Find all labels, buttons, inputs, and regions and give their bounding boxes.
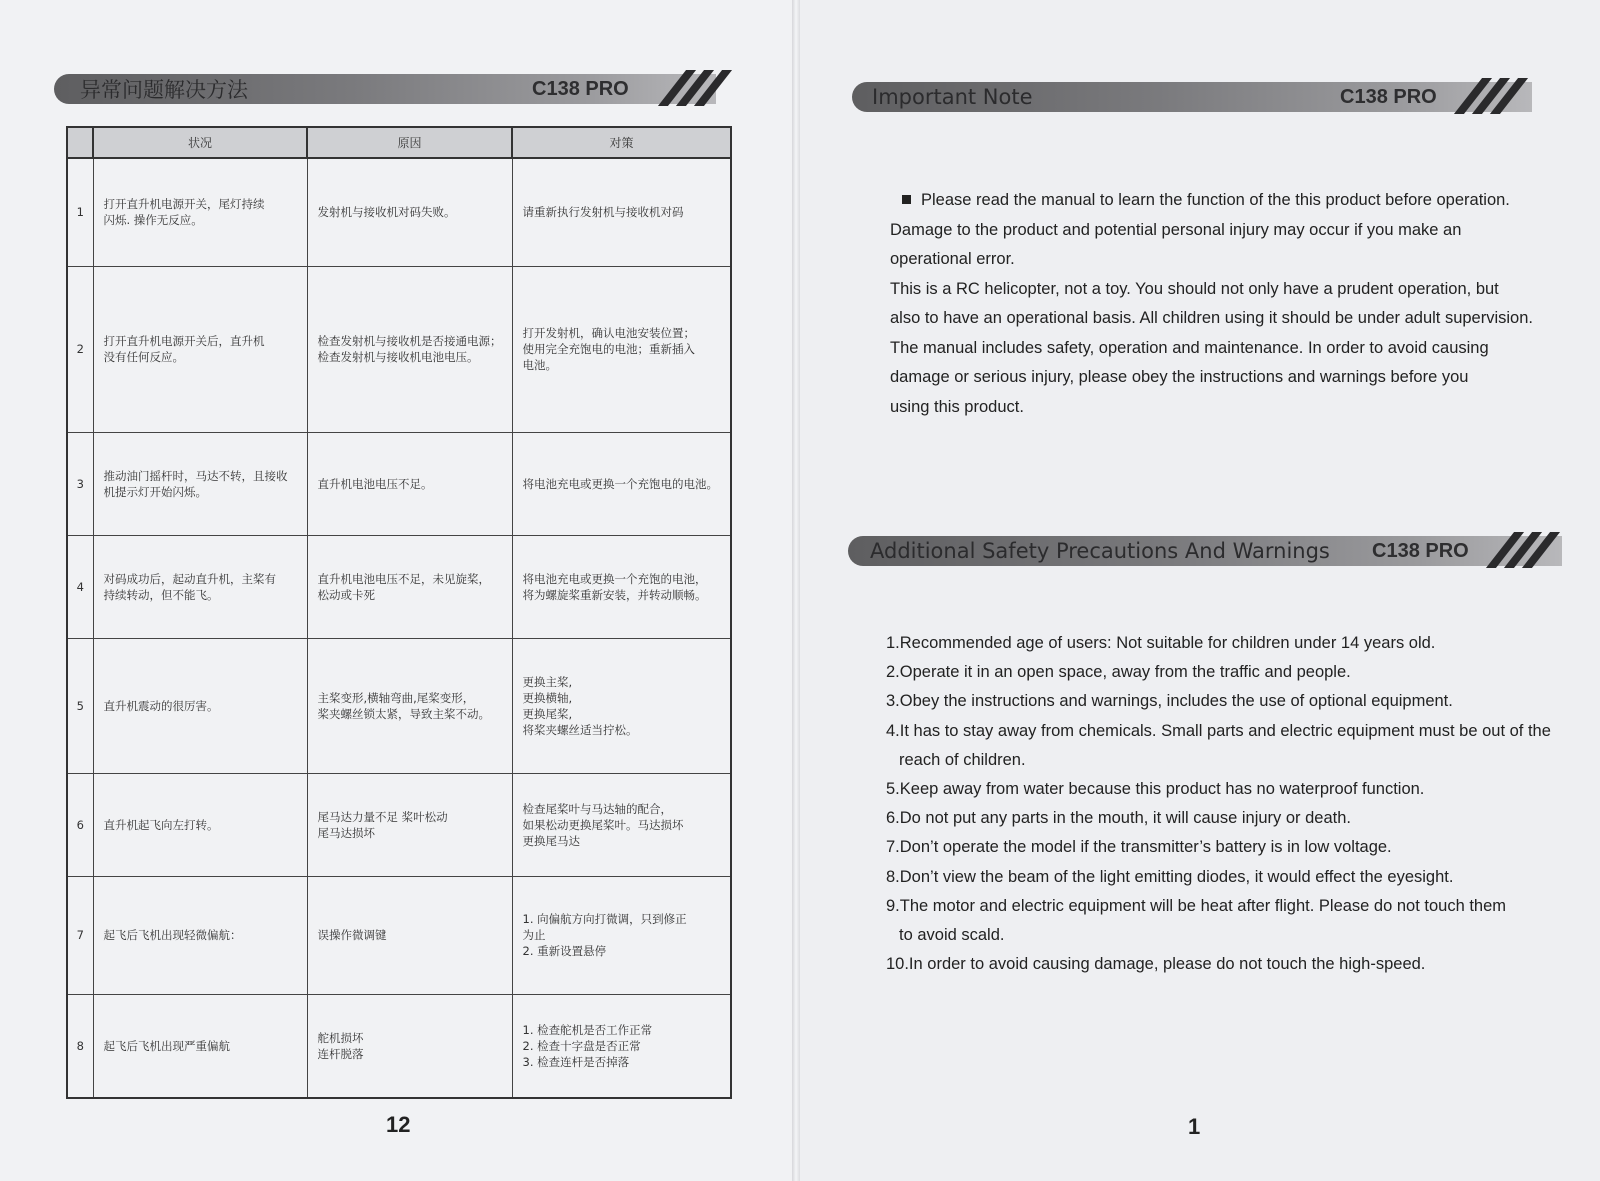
important-note-banner (852, 82, 1532, 112)
condition-line: 持续转动，但不能飞。 (103, 587, 219, 602)
banner-model: C138 PRO (1372, 539, 1469, 562)
cell-cause (307, 994, 512, 1098)
cause-line: 直升机电池电压不足。 (317, 476, 433, 491)
cell-cause (307, 638, 512, 773)
cause-line: 尾马达损坏 (317, 825, 375, 840)
condition-line: 起飞后飞机出现严重偏航 (103, 1038, 230, 1053)
row-number: 6 (67, 773, 93, 876)
table-row (67, 158, 731, 266)
condition-line: 直升机起飞向左打转。 (103, 817, 219, 832)
cell-solution (512, 876, 731, 994)
warning-item: 8.Don’t view the beam of the light emitting diodes, it would effect the eyesight. (886, 867, 1454, 886)
row-number: 4 (67, 535, 93, 638)
solution-line: 将电池充电或更换一个充饱电的电池。 (522, 476, 718, 491)
banner-title: Important Note (872, 85, 1033, 109)
cell-solution (512, 638, 731, 773)
cause-line: 直升机电池电压不足，未见旋桨， (317, 571, 490, 586)
row-number: 8 (67, 994, 93, 1098)
cause-line: 尾马达力量不足 桨叶松动 (317, 809, 448, 824)
cell-cause (307, 535, 512, 638)
header-num (67, 127, 93, 158)
table-row (67, 994, 731, 1098)
cause-line: 主桨变形,横轴弯曲,尾桨变形， (317, 690, 475, 705)
banner-title: Additional Safety Precautions And Warnings (870, 539, 1330, 563)
cell-cause (307, 432, 512, 535)
cause-line: 松动或卡死 (317, 587, 375, 602)
condition-line: 机提示灯开始闪烁。 (103, 484, 207, 499)
table-header-row (67, 127, 731, 158)
cell-solution (512, 773, 731, 876)
header-condition: 状况 (93, 127, 307, 158)
solution-line: 更换主桨, (522, 674, 573, 689)
condition-line: 没有任何反应。 (103, 350, 184, 364)
condition-line: 对码成功后，起动直升机，主桨有 (103, 571, 276, 586)
warning-item: 9.The motor and electric equipment will be heat after flight. Please do not touch them (886, 896, 1507, 915)
cause-line: 误操作微调键 (317, 928, 387, 942)
page-number-right: 1 (1188, 1114, 1201, 1139)
cell-solution (512, 266, 731, 432)
cell-solution (512, 535, 731, 638)
cell-solution (512, 432, 731, 535)
troubleshooting-banner (54, 74, 716, 104)
cell-solution (512, 158, 731, 266)
cause-line: 桨夹螺丝锁太紧，导致主桨不动。 (317, 706, 490, 721)
warning-item: 1.Recommended age of users: Not suitable for children under 14 years old. (886, 634, 1436, 652)
solution-line: 将电池充电或更换一个充饱的电池， (522, 571, 707, 586)
solution-line: 更换横轴, (522, 690, 573, 705)
page-number-left: 12 (386, 1112, 411, 1137)
condition-line: 推动油门摇杆时，马达不转，且接收 (103, 468, 288, 483)
cell-cause (307, 876, 512, 994)
row-number: 5 (67, 638, 93, 773)
condition-line: 打开直升机电源开关后，直升机 (103, 334, 265, 348)
warning-item: 5.Keep away from water because this product has no waterproof function. (886, 780, 1425, 799)
note-line: The manual includes safety, operation and maintenance. In order to avoid causing (890, 338, 1489, 357)
cell-cause (307, 773, 512, 876)
warning-item-continuation: reach of children. (899, 750, 1026, 769)
cause-line: 检查发射机与接收机是否接通电源； (317, 334, 502, 348)
cell-condition (93, 432, 307, 535)
note-line: This is a RC helicopter, not a toy. You should not only have a prudent operation, but (890, 279, 1499, 298)
row-number: 7 (67, 876, 93, 994)
header-solution: 对策 (512, 127, 731, 158)
banner-title: 异常问题解决方法 (80, 78, 248, 102)
cause-line: 检查发射机与接收机电池电压。 (317, 350, 479, 364)
note-line: also to have an operational basis. All children using it should be under adult supervision. (890, 309, 1533, 327)
table-row (67, 773, 731, 876)
condition-line: 闪烁. 操作无反应。 (103, 213, 203, 228)
warning-item: 3.Obey the instructions and warnings, includes the use of optional equipment. (886, 692, 1453, 711)
cause-line: 舵机损坏 (317, 1030, 364, 1045)
warning-item: 2.Operate it in an open space, away from the traffic and people. (886, 663, 1351, 682)
solution-line: 打开发射机，确认电池安装位置； (522, 326, 695, 340)
condition-line: 直升机震动的很厉害。 (103, 698, 219, 713)
row-number: 2 (67, 266, 93, 432)
troubleshooting-table (66, 126, 732, 1099)
right-page (800, 0, 1600, 1181)
solution-line: 使用完全充饱电的电池；重新插入 (522, 342, 695, 356)
warning-item: 10.In order to avoid causing damage, please do not touch the high-speed. (886, 955, 1426, 974)
solution-line: 3. 检查连杆是否掉落 (522, 1054, 630, 1069)
solution-line: 检查尾桨叶与马达轴的配合， (522, 801, 672, 816)
warning-item-continuation: to avoid scald. (899, 926, 1005, 945)
cell-condition (93, 158, 307, 266)
banner-model: C138 PRO (1340, 85, 1437, 108)
solution-line: 更换尾马达 (522, 833, 580, 848)
solution-line: 如果松动更换尾桨叶。马达损坏 (522, 817, 684, 832)
warning-item: 6.Do not put any parts in the mouth, it will cause injury or death. (886, 809, 1351, 828)
warning-item: 7.Don’t operate the model if the transmitter’s battery is in low voltage. (886, 838, 1392, 857)
solution-line: 将为螺旋桨重新安装，并转动顺畅。 (522, 587, 707, 602)
row-number: 3 (67, 432, 93, 535)
note-line: Please read the manual to learn the function of the this product before operation. (890, 186, 1533, 216)
banner-model: C138 PRO (532, 77, 629, 100)
table-row (67, 535, 731, 638)
cell-condition (93, 876, 307, 994)
table-row (67, 876, 731, 994)
cell-condition (93, 994, 307, 1098)
cause-line: 连杆脱落 (317, 1046, 364, 1061)
cell-condition (93, 773, 307, 876)
safety-warnings-banner (848, 536, 1562, 566)
solution-line: 电池。 (522, 358, 557, 372)
solution-line: 更换尾桨, (522, 706, 573, 721)
solution-line: 1. 向偏航方向打微调，只到修正 (522, 912, 687, 926)
cell-condition (93, 535, 307, 638)
solution-line: 请重新执行发射机与接收机对码 (522, 205, 684, 220)
cell-condition (93, 266, 307, 432)
condition-line: 打开直升机电源开关，尾灯持续 (103, 197, 265, 212)
solution-line: 为止 (522, 928, 546, 942)
safety-warnings-list (886, 629, 1551, 979)
table-row (67, 432, 731, 535)
cause-line: 发射机与接收机对码失败。 (317, 205, 456, 220)
solution-line: 将桨夹螺丝适当拧松。 (522, 722, 638, 737)
table-row (67, 638, 731, 773)
cell-cause (307, 158, 512, 266)
square-bullet-icon (902, 195, 911, 204)
note-line: operational error. (890, 250, 1015, 268)
note-line: damage or serious injury, please obey the instructions and warnings before you (890, 368, 1469, 386)
cell-condition (93, 638, 307, 773)
solution-line: 2. 重新设置悬停 (522, 944, 607, 958)
book-spine (792, 0, 800, 1181)
note-line: using this product. (890, 397, 1024, 416)
row-number: 1 (67, 158, 93, 266)
important-note-text (890, 186, 1533, 422)
header-cause: 原因 (307, 127, 512, 158)
note-line: Damage to the product and potential personal injury may occur if you make an (890, 220, 1462, 239)
warning-item: 4.It has to stay away from chemicals. Small parts and electric equipment must be out of the (886, 721, 1551, 740)
table-row (67, 266, 731, 432)
condition-line: 起飞后飞机出现轻微偏航： (103, 928, 242, 942)
solution-line: 2. 检查十字盘是否正常 (522, 1038, 641, 1053)
cell-solution (512, 994, 731, 1098)
cell-cause (307, 266, 512, 432)
solution-line: 1. 检查舵机是否工作正常 (522, 1022, 653, 1037)
